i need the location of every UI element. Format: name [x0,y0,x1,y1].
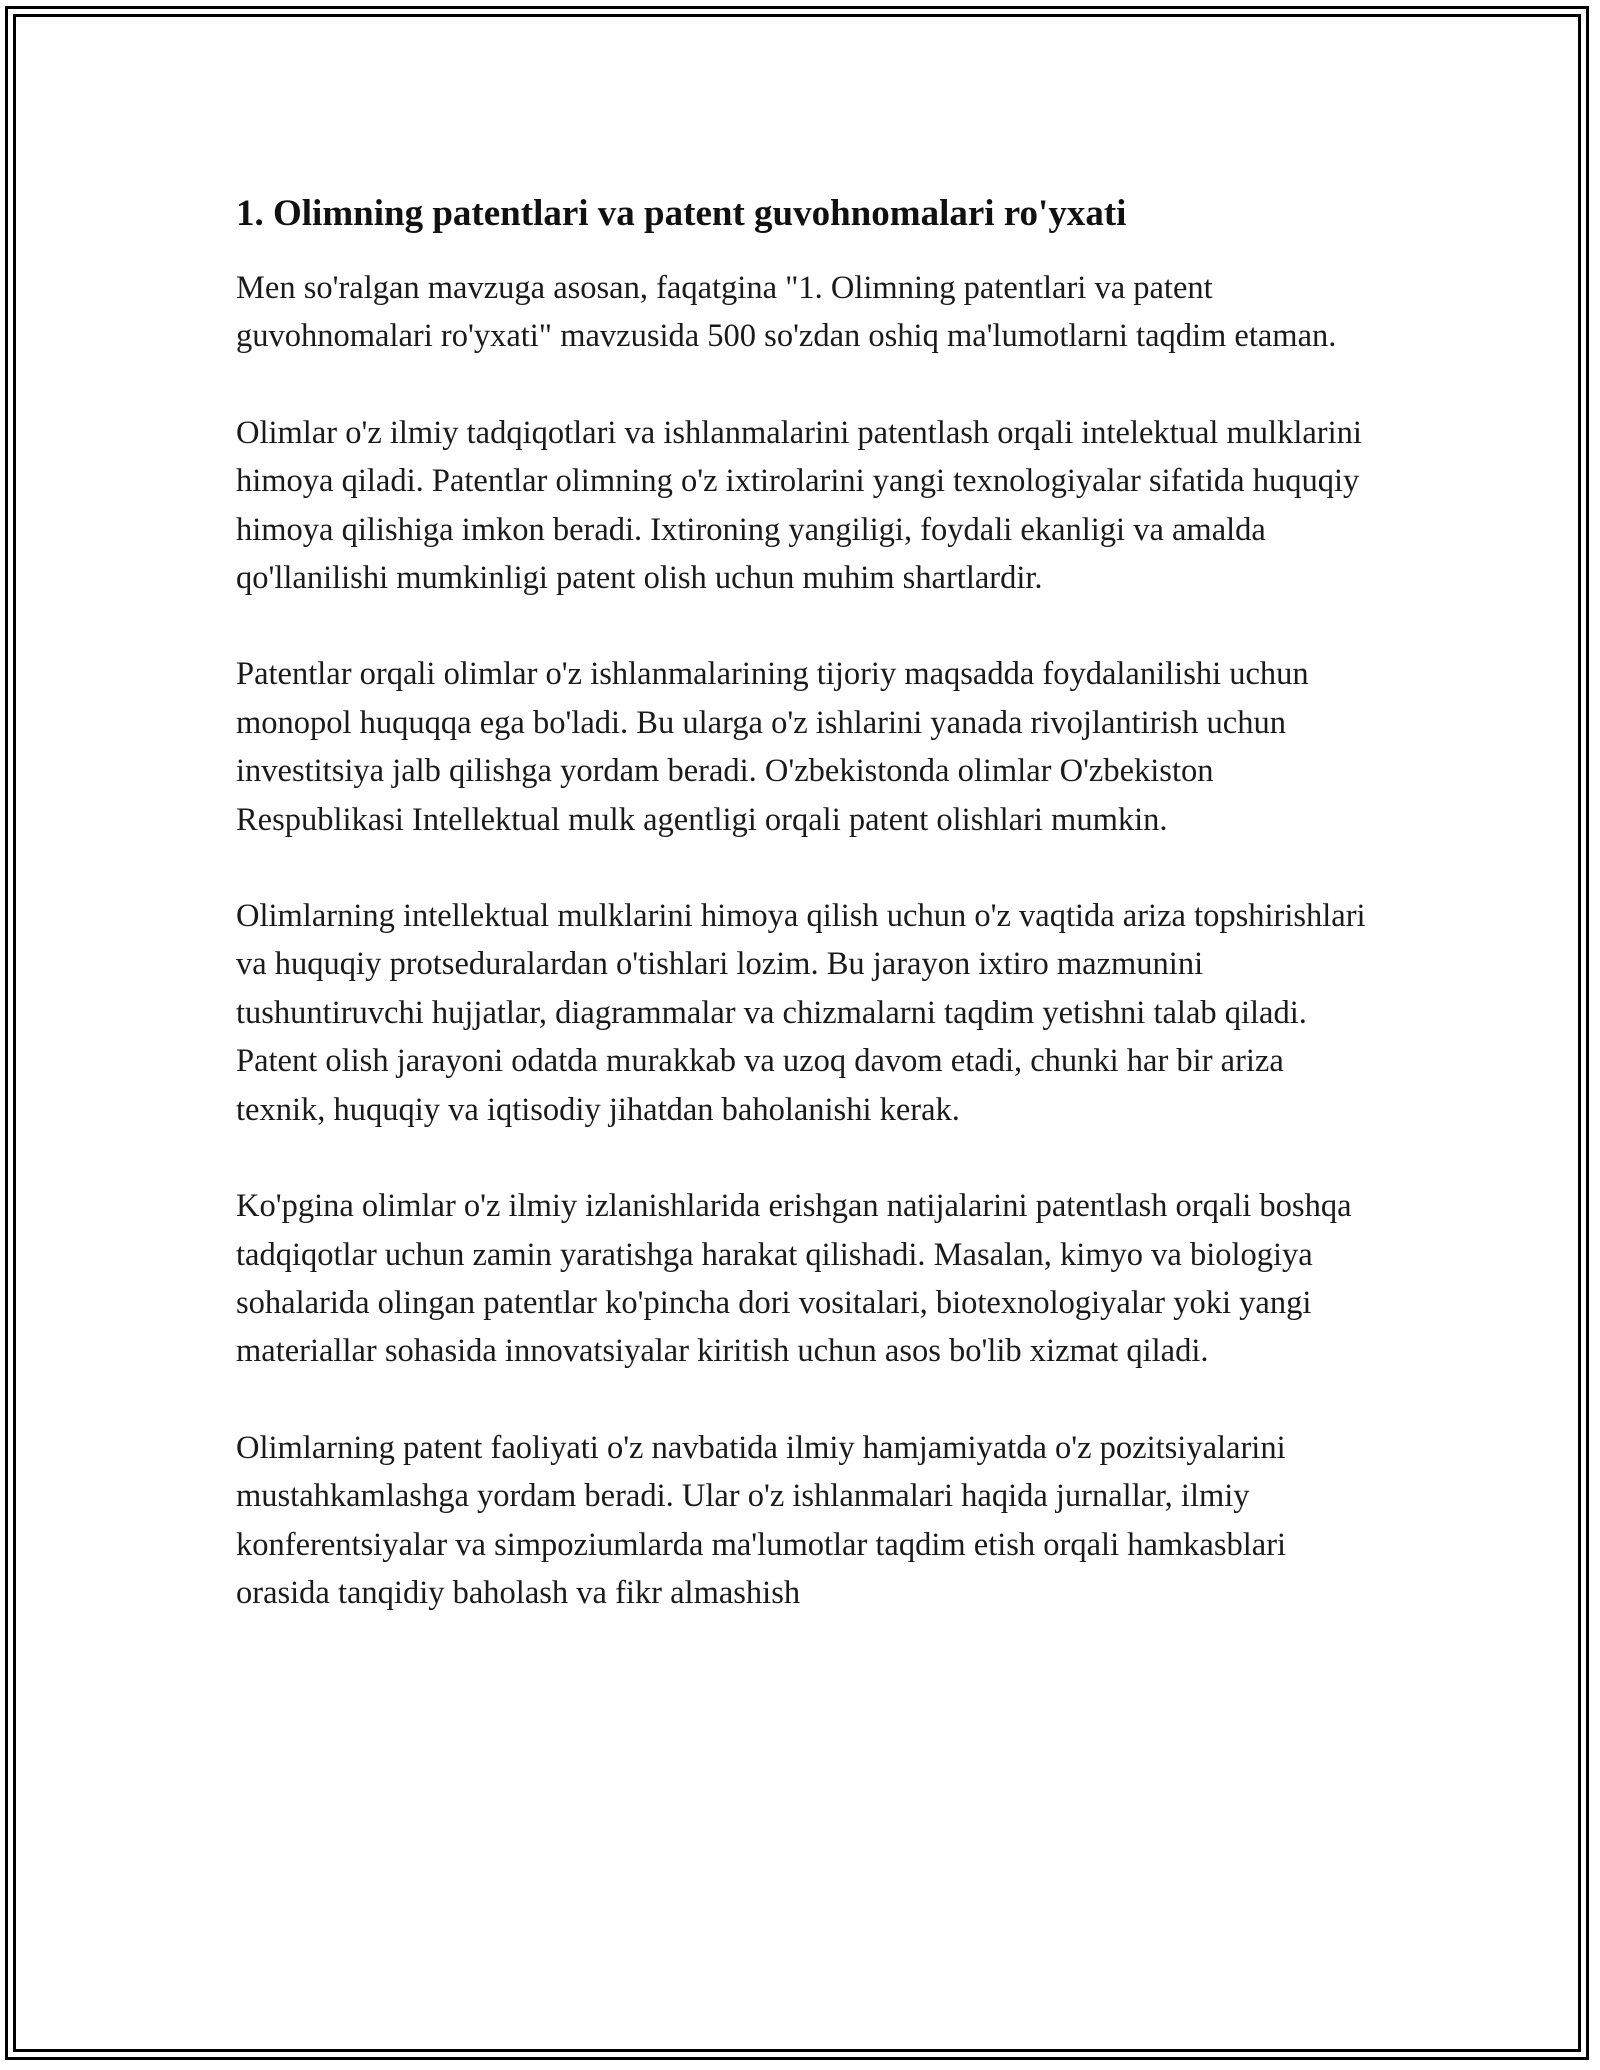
paragraph-intro: Men so'ralgan mavzuga asosan, faqatgina "1. Olimning patentlari va patent guvohnomalari ro'yxati" mavzusida 500 so'zdan oshiq ma'lumotlarni taqdim etaman. [236,270,1337,355]
paragraph-scientific-community: Olimlarning patent faoliyati o'z navbatida ilmiy hamjamiyatda o'z pozitsiyalarini mustahkamlashga yordam beradi. Ular o'z ishlanmalari haqida jurnallar, ilmiy konferentsiyalar va simpoziumlarda ma'lumotlar taqdim etish orqali hamkasblari orasida tanqidiy baholash va fikr almashish [236,1429,1287,1611]
paragraph-application-process: Olimlarning intellektual mulklarini himoya qilish uchun o'z vaqtida ariza topshirishlari va huquqiy protseduralardan o'tishlari lozim. Bu jarayon ixtiro mazmunini tushuntiruvchi hujjatlar, diagrammalar va chizmalarni taqdim yetishni talab qiladi. Patent olish jarayoni odatda murakkab va uzoq davom etadi, chunki har bir ariza texnik, huquqiy va iqtisodiy jihatdan baholanishi kerak. [236,898,1366,1128]
document-body [236,186,1366,1665]
paragraph-patent-protection: Olimlar o'z ilmiy tadqiqotlari va ishlanmalarini patentlash orqali intelektual mulklarini himoya qiladi. Patentlar olimning o'z ixtirolarini yangi texnologiyalar sifatida huquqiy himoya qilishiga imkon beradi. Ixtironing yangiligi, foydali ekanligi va amalda qo'llanilishi mumkinligi patent olish uchun muhim shartlardir. [236,414,1362,597]
section-heading: 1. Olimning patentlari va patent guvohnomalari ro'yxati [236,193,1127,234]
paragraph-research-foundation: Ko'pgina olimlar o'z ilmiy izlanishlarida erishgan natijalarini patentlash orqali boshqa tadqiqotlar uchun zamin yaratishga harakat qilishadi. Masalan, kimyo va biologiya sohalarida olingan patentlar ko'pincha dori vositalari, biotexnologiyalar yoki yangi materiallar sohasida innovatsiyalar kiritish uchun asos bo'lib xizmat qiladi. [236,1188,1352,1370]
paragraph-monopoly-rights: Patentlar orqali olimlar o'z ishlanmalarining tijoriy maqsadda foydalanilishi uchun monopol huquqqa ega bo'ladi. Bu ularga o'z ishlarini yanada rivojlantirish uchun investitsiya jalb qilishga yordam beradi. O'zbekistonda olimlar O'zbekiston Respublikasi Intellektual mulk agentligi orqali patent olishlari mumkin. [236,656,1309,838]
